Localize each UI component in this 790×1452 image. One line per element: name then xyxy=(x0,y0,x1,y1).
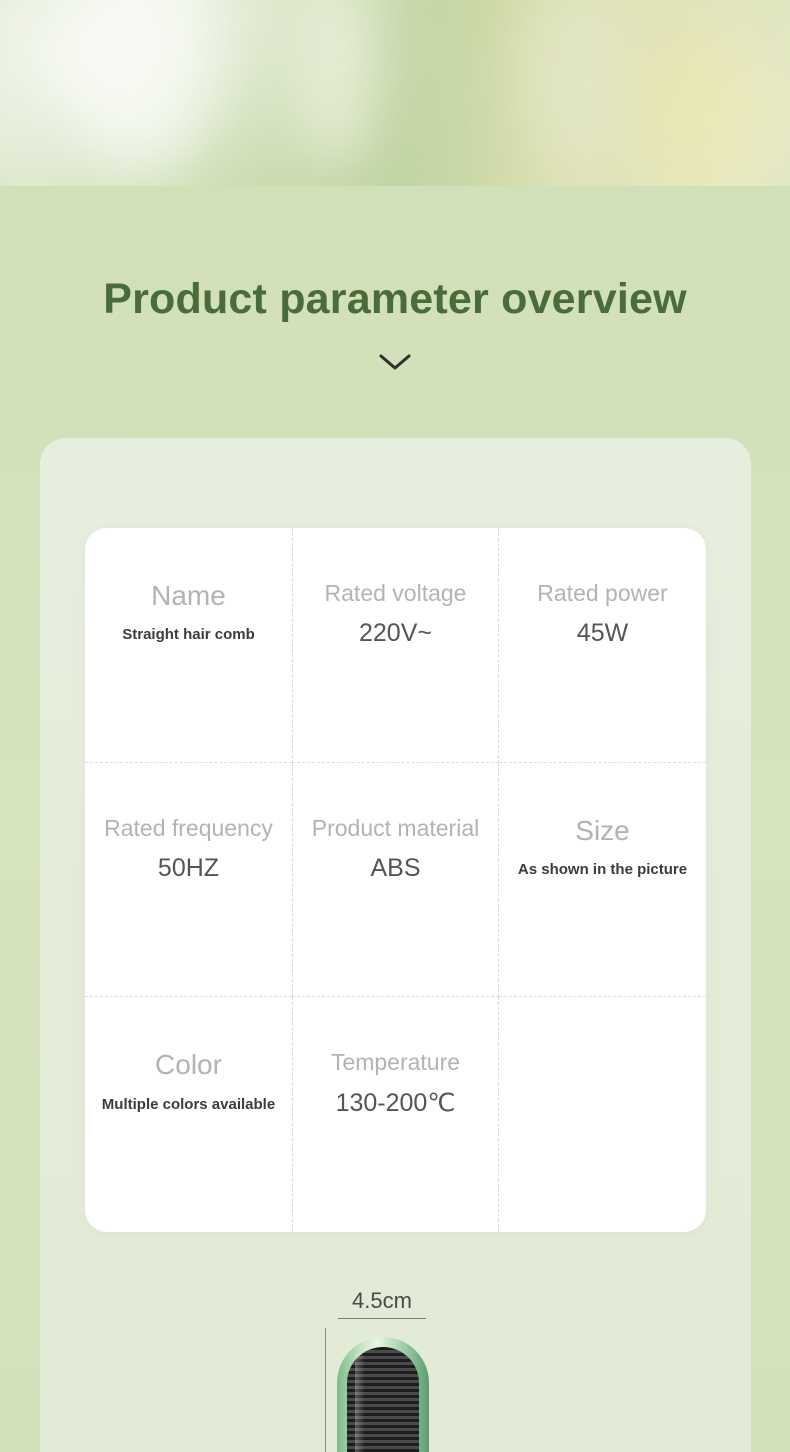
spec-grid xyxy=(85,528,706,1232)
spec-label: Product material xyxy=(311,814,480,841)
dimension-tick-left xyxy=(325,1328,326,1452)
page-title: Product parameter overview xyxy=(103,275,687,323)
spec-value: ABS xyxy=(370,854,421,883)
spec-label: Size xyxy=(575,814,630,846)
spec-label: Rated voltage xyxy=(324,580,467,606)
spec-label: Rated power xyxy=(537,580,668,606)
spec-label: Color xyxy=(155,1049,222,1081)
header-photo-band xyxy=(0,0,790,186)
product-comb-teeth xyxy=(347,1347,419,1452)
chevron-down-icon xyxy=(0,352,790,372)
spec-cell-rated-voltage xyxy=(292,528,499,763)
spec-cell-color xyxy=(85,997,292,1232)
spec-label: Name xyxy=(151,580,226,611)
spec-cell-product-material xyxy=(292,763,499,998)
photo-highlight-shape-4 xyxy=(640,40,760,186)
spec-card xyxy=(85,528,706,1232)
spec-value: 220V~ xyxy=(359,619,432,648)
spec-value: 130-200℃ xyxy=(335,1088,456,1117)
spec-value: Multiple colors available xyxy=(101,1095,276,1113)
spec-label: Rated frequency xyxy=(104,814,273,841)
dimension-width-label: 4.5cm xyxy=(352,1288,412,1313)
spec-cell-temperature xyxy=(292,997,499,1232)
spec-value: As shown in the picture xyxy=(517,860,688,878)
spec-value: 50HZ xyxy=(157,854,220,883)
spec-cell-size xyxy=(499,763,706,998)
spec-value: 45W xyxy=(576,619,629,648)
spec-label: Temperature xyxy=(330,1049,461,1076)
spec-value: Straight hair comb xyxy=(122,626,255,644)
dimension-measure-line xyxy=(338,1318,426,1319)
spec-cell-rated-frequency xyxy=(85,763,292,998)
spec-cell-name xyxy=(85,528,292,763)
spec-cell-empty xyxy=(499,997,706,1232)
product-image xyxy=(337,1337,429,1452)
spec-cell-rated-power xyxy=(499,528,706,763)
